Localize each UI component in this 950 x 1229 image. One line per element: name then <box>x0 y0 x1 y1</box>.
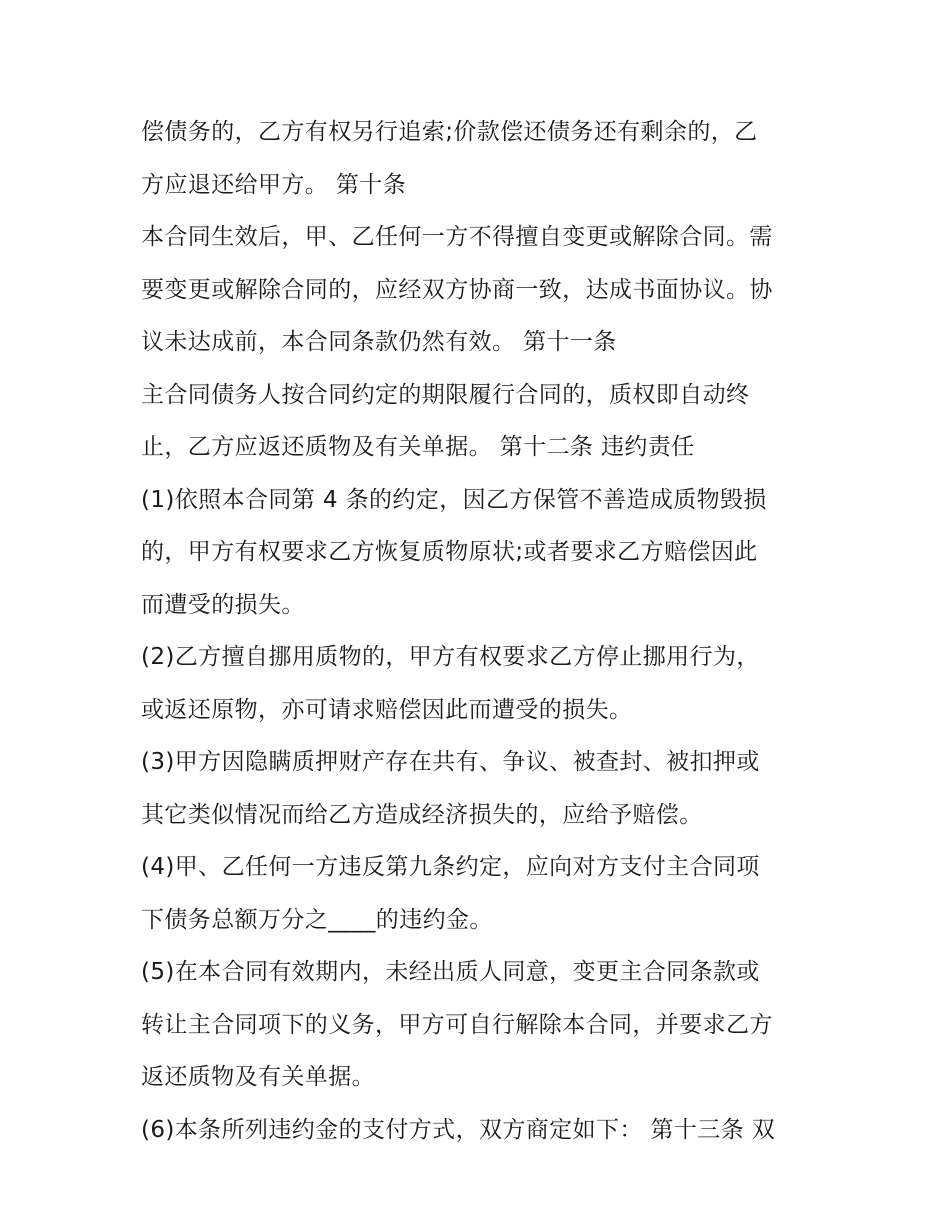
text-line-13: (3)甲方因隐瞒质押财产存在共有、争议、被查封、被扣押或 <box>141 749 760 775</box>
text-line-2: 方应退还给甲方。 第十条 <box>141 171 407 198</box>
text-line-8: (1)依照本合同第 4 条的约定，因乙方保管不善造成质物毁损 <box>141 486 767 513</box>
text-line-1: 偿债务的，乙方有权另行追索;价款偿还债务还有剩余的，乙 <box>141 119 758 145</box>
text-line-12: 或返还原物，亦可请求赔偿因此而遭受的损失。 <box>141 696 633 723</box>
text-line-14: 其它类似情况而给乙方造成经济损失的，应给予赔偿。 <box>141 801 703 828</box>
text-line-20: (6)本条所列违约金的支付方式，双方商定如下： 第十三条 双 <box>141 1116 776 1143</box>
text-line-18: 转让主合同项下的义务，甲方可自行解除本合同，并要求乙方 <box>141 1011 773 1038</box>
text-line-15: (4)甲、乙任何一方违反第九条约定，应向对方支付主合同项 <box>141 854 760 880</box>
text-line-7: 止，乙方应返还质物及有关单据。 第十二条 违约责任 <box>141 434 695 460</box>
text-line-4: 要变更或解除合同的，应经双方协商一致，达成书面协议。协 <box>141 276 773 303</box>
text-line-6: 主合同债务人按合同约定的期限履行合同的，质权即自动终 <box>141 381 750 408</box>
text-line-10: 而遭受的损失。 <box>141 591 305 618</box>
text-line-11: (2)乙方擅自挪用质物的，甲方有权要求乙方停止挪用行为， <box>141 644 760 670</box>
text-line-17: (5)在本合同有效期内，未经出质人同意，变更主合同条款或 <box>141 959 760 985</box>
text-line-5: 议未达成前，本合同条款仍然有效。 第十一条 <box>141 329 617 355</box>
text-line-3: 本合同生效后，甲、乙任何一方不得擅自变更或解除合同。需 <box>141 224 773 250</box>
text-line-9: 的，甲方有权要求乙方恢复质物原状;或者要求乙方赔偿因此 <box>141 539 758 565</box>
contract-body-text <box>141 106 821 1156</box>
text-line-16: 下债务总额万分之____的违约金。 <box>141 906 493 933</box>
text-line-19: 返还质物及有关单据。 <box>141 1064 375 1090</box>
